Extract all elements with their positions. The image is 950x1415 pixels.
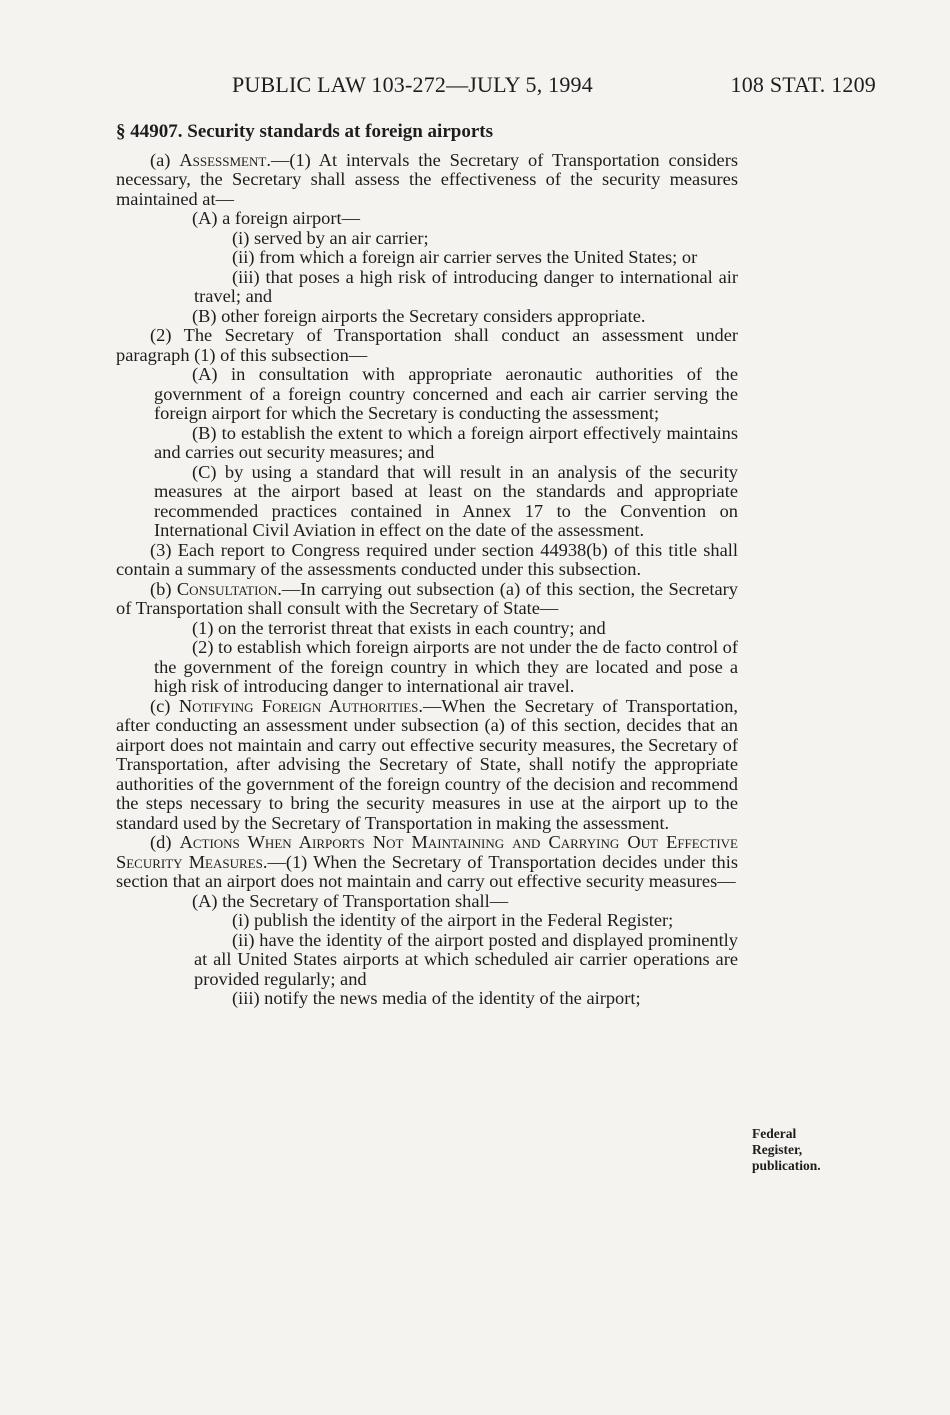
- margin-note-federal-register: Federal Register, publication.: [752, 1126, 821, 1173]
- subsection-c: (c) Notifying Foreign Authorities.—When the Secretary of Transportation, after conducting an assessment under subsection (a) of this section, decides that an airport does not maintain and carry out effective security measures, the Secretary of Transportation, after advising the Secretary of State, shall notify the appropriate authorities of the government of the foreign country of the decision and recommend the steps necessary to bring the security measures in use at the airport up to the standard used by the Secretary of Transportation in making the assessment.: [116, 695, 738, 833]
- clause-a1-A: (A) a foreign airport—: [192, 208, 361, 228]
- subsection-a-caption: Assessment: [179, 149, 267, 170]
- clause-a2-A: (A) in consultation with appropriate aeronautic authorities of the government of a foreign country concerned and each air carrier serving the foreign airport for which the Secretary is conducting the assessment;: [154, 364, 738, 423]
- clause-b-2: (2) to establish which foreign airports are not under the de facto control of the government of the foreign country in which they are located and pose a high risk of introducing danger to international air travel.: [154, 637, 738, 696]
- subsection-b-caption: Consultation: [176, 578, 278, 599]
- subsection-a-para-3: (3) Each report to Congress required under section 44938(b) of this title shall contain a summary of the assessments conducted under this subsection.: [116, 539, 738, 579]
- running-header: [232, 72, 880, 102]
- section-body: [116, 122, 738, 1009]
- clause-a2-C: (C) by using a standard that will result in an analysis of the security measures at the airport based at least on the standards and appropriate recommended practices contained in Annex 17 to the Convention on International Civil Aviation in effect on the date of the assessment.: [154, 461, 738, 540]
- clause-d1-A-ii: (ii) have the identity of the airport posted and displayed prominently at all United States airports at which scheduled air carrier operations are provided regularly; and: [194, 929, 738, 989]
- clause-b-1: (1) on the terrorist threat that exists in each country; and: [192, 617, 606, 638]
- subsection-d-caption: Actions When Airports Not Maintaining and Carrying Out Effective Security Measures: [116, 832, 738, 872]
- clause-a1-B: (B) other foreign airports the Secretary considers appropriate.: [192, 305, 646, 326]
- subsection-b: (b) Consultation.—In carrying out subsection (a) of this section, the Secretary of Transportation shall consult with the Secretary of State—: [116, 578, 738, 618]
- public-law-citation: PUBLIC LAW 103-272—JULY 5, 1994: [232, 72, 593, 97]
- subsection-c-caption: Notifying Foreign Authorities: [178, 695, 419, 716]
- section-title: § 44907. Security standards at foreign airports: [116, 121, 493, 142]
- clause-a2-B: (B) to establish the extent to which a foreign airport effectively maintains and carries out security measures; and: [154, 422, 738, 462]
- subsection-a-para-1: (a) Assessment.—(1) At intervals the Secretary of Transportation considers necessary, the Secretary shall assess the effectiveness of the security measures maintained at—: [116, 149, 738, 209]
- clause-a1-A-i: (i) served by an air carrier;: [232, 227, 429, 248]
- clause-a1-A-iii: (iii) that poses a high risk of introducing danger to international air travel; and: [194, 266, 738, 306]
- clause-a1-A-ii: (ii) from which a foreign air carrier serves the United States; or: [232, 247, 698, 267]
- clause-d1-A-iii: (iii) notify the news media of the identity of the airport;: [232, 988, 641, 1008]
- statute-page-number: 108 STAT. 1209: [730, 72, 876, 97]
- clause-d1-A: (A) the Secretary of Transportation shall—: [192, 890, 509, 911]
- subsection-d-para-1: (d) Actions When Airports Not Maintaining and Carrying Out Effective Security Measures.—(1) When the Secretary of Transportation decides under this section that an airport does not maintain and carry out effective security measures—: [116, 832, 739, 891]
- subsection-a-para-2: (2) The Secretary of Transportation shall conduct an assessment under paragraph (1) of this subsection—: [116, 325, 738, 365]
- clause-d1-A-i: (i) publish the identity of the airport in the Federal Register;: [232, 910, 674, 930]
